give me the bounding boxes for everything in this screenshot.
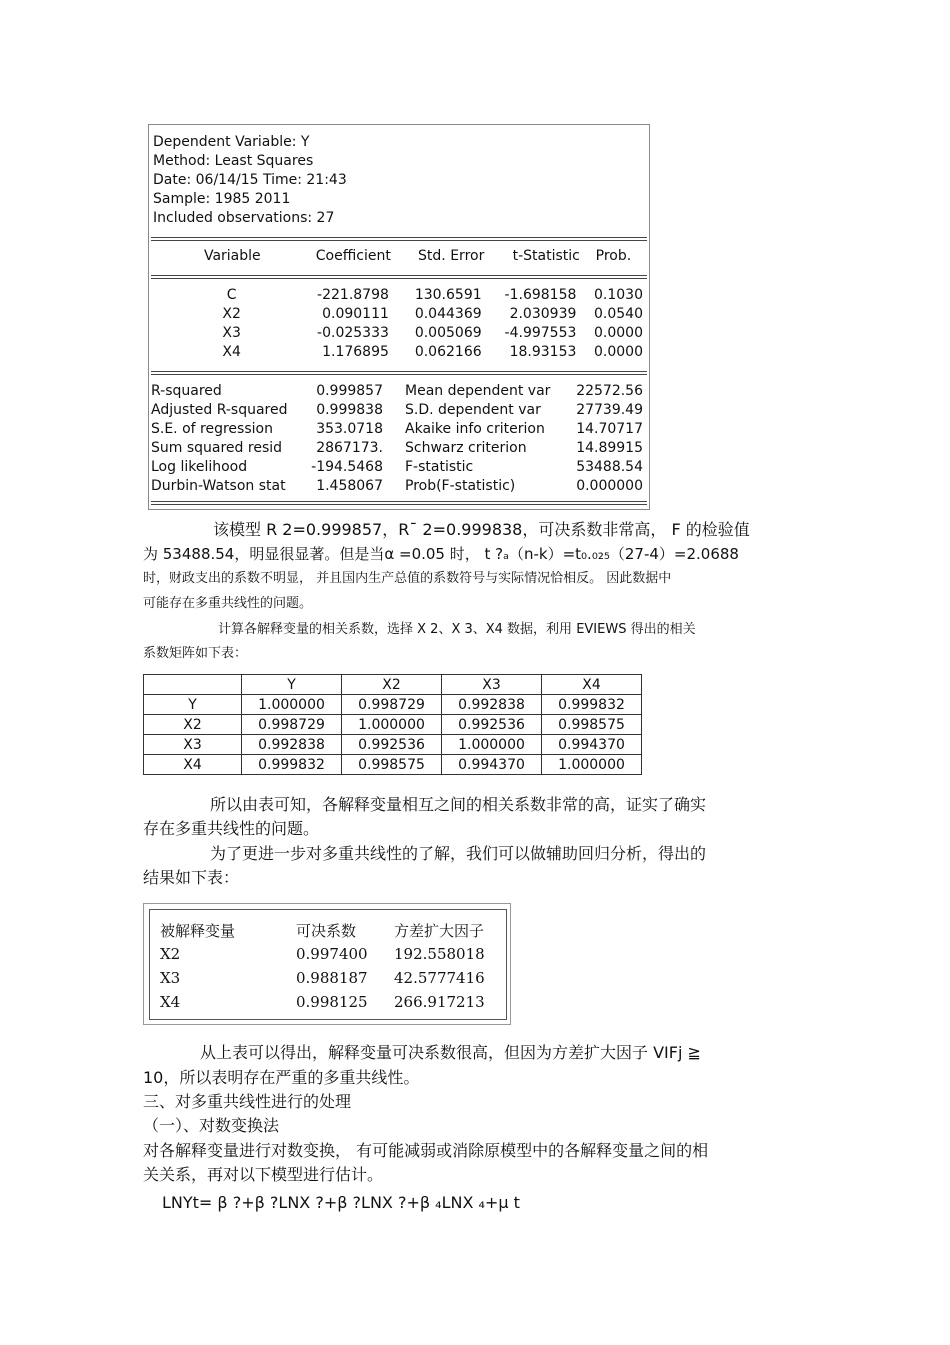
cell: 192.558018: [394, 945, 485, 963]
table-row: [151, 305, 647, 324]
table-row: [151, 286, 647, 305]
cell: 0.992838: [442, 695, 542, 715]
cell: 1.000000: [242, 695, 342, 715]
cell: X4: [222, 344, 241, 360]
col-header: 可决系数: [296, 921, 357, 940]
cell: 1.458067: [316, 478, 383, 494]
cell: 1.176895: [322, 344, 389, 360]
header-line: Method: Least Squares: [153, 153, 314, 169]
row-label: X4: [144, 755, 242, 775]
cell: 14.70717: [576, 421, 643, 437]
coef-header: [151, 247, 647, 266]
col-header: Variable: [203, 248, 261, 264]
col-header: Prob.: [595, 248, 632, 264]
table-row: [144, 755, 642, 775]
cell: 14.89915: [576, 440, 643, 456]
cell: Durbin-Watson stat: [151, 478, 286, 494]
model-formula: LNYt= β ?+β ?LNX ?+β ?LNX ?+β ₄LNX ₄+μ t: [162, 1193, 520, 1212]
cell: -1.698158: [504, 287, 577, 303]
cell: Adjusted R-squared: [151, 402, 288, 418]
cell: 18.93153: [509, 344, 577, 360]
vif-table-border: [149, 909, 507, 1020]
paragraph-line: 系数矩阵如下表：: [143, 646, 248, 661]
table-row: [151, 324, 647, 343]
table-row: [151, 477, 647, 496]
cell: F-statistic: [405, 459, 474, 475]
col-header: X4: [542, 675, 642, 695]
header-line: Sample: 1985 2011: [153, 191, 291, 207]
cell: 0.994370: [442, 755, 542, 775]
paragraph-line: 该模型 R 2=0.999857，R¯ 2=0.999838，可决系数非常高， F 的检验值: [213, 520, 750, 539]
cell: C: [226, 287, 237, 303]
table-row: [144, 735, 642, 755]
table-row: [144, 715, 642, 735]
table-row: [160, 942, 504, 966]
regression-output: [148, 124, 650, 510]
row-label: Y: [144, 695, 242, 715]
cell: -0.025333: [317, 325, 389, 341]
cell: 0.994370: [542, 735, 642, 755]
cell: Akaike info criterion: [405, 421, 545, 437]
cell: X3: [222, 325, 241, 341]
col-header: t-Statistic: [512, 248, 580, 264]
header-line: Date: 06/14/15 Time: 21:43: [153, 172, 347, 188]
col-header: X3: [442, 675, 542, 695]
cell: 0.992838: [242, 735, 342, 755]
cell: 0.005069: [414, 325, 482, 341]
cell: S.E. of regression: [151, 421, 273, 437]
cell: 1.000000: [442, 735, 542, 755]
cell: 42.5777416: [394, 969, 485, 987]
col-header: Coefficient: [315, 248, 391, 264]
cell: 0.999857: [316, 383, 383, 399]
paragraph-line: 可能存在多重共线性的问题。: [143, 596, 313, 611]
cell: 0.998125: [296, 993, 368, 1011]
paragraph-line: 为 53488.54，明显很显著。但是当α =0.05 时， t ?ₐ（n-k）=t₀.₀₂₅（27-4）=2.0688: [143, 545, 739, 563]
cell: 1.000000: [542, 755, 642, 775]
vif-table: [160, 918, 504, 1014]
cell: Schwarz criterion: [405, 440, 527, 456]
cell: 0.997400: [296, 945, 368, 963]
cell: 0.998729: [242, 715, 342, 735]
paragraph-line: 时，财政支出的系数不明显， 并且国内生产总值的系数符号与实际情况恰相反。 因此数据中: [143, 571, 672, 586]
divider: [151, 501, 647, 505]
col-header: Std. Error: [418, 248, 485, 264]
paragraph-line: 存在多重共线性的问题。: [143, 819, 320, 838]
cell: 0.0000: [594, 344, 643, 360]
cell: 0.999832: [242, 755, 342, 775]
cell: X4: [160, 993, 181, 1011]
divider: [151, 275, 647, 279]
cell: 0.998729: [342, 695, 442, 715]
row-label: X2: [144, 715, 242, 735]
cell: -194.5468: [311, 459, 383, 475]
col-header: Y: [242, 675, 342, 695]
cell: 0.998575: [542, 715, 642, 735]
cell: 0.000000: [576, 478, 643, 494]
correlation-table: [143, 674, 642, 775]
divider: [151, 237, 647, 241]
cell: 0.0000: [594, 325, 643, 341]
cell: S.D. dependent var: [405, 402, 541, 418]
coef-table: [151, 286, 647, 362]
cell: -4.997553: [504, 325, 577, 341]
regression-header: [153, 133, 347, 228]
row-label: X3: [144, 735, 242, 755]
cell: Mean dependent var: [405, 383, 551, 399]
col-header: 方差扩大因子: [394, 921, 485, 940]
cell: 27739.49: [576, 402, 643, 418]
cell: Log likelihood: [151, 459, 248, 475]
paragraph-line: 从上表可以得出，解释变量可决系数很高，但因为方差扩大因子 VIFj ≧: [200, 1043, 701, 1062]
cell: 0.992536: [442, 715, 542, 735]
paragraph-line: 10，所以表明存在严重的多重共线性。: [143, 1068, 420, 1087]
cell: R-squared: [151, 383, 222, 399]
header-line: Dependent Variable: Y: [153, 134, 310, 150]
col-header: 被解释变量: [160, 921, 236, 940]
table-header-row: [144, 675, 642, 695]
cell: Prob(F-statistic): [405, 478, 516, 494]
table-row: [160, 990, 504, 1014]
table-row: [151, 439, 647, 458]
cell: -221.8798: [317, 287, 389, 303]
cell: X2: [222, 306, 241, 322]
col-header: [144, 675, 242, 695]
paragraph-line: 为了更进一步对多重共线性的了解，我们可以做辅助回归分析，得出的: [210, 844, 707, 863]
cell: 0.062166: [414, 344, 482, 360]
cell: Sum squared resid: [151, 440, 283, 456]
paragraph-line: 关关系，再对以下模型进行估计。: [143, 1165, 384, 1184]
cell: 0.044369: [414, 306, 482, 322]
cell: 22572.56: [576, 383, 643, 399]
divider: [151, 371, 647, 375]
paragraph-line: 计算各解释变量的相关系数，选择 X 2、X 3、X4 数据，利用 EVIEWS 得出的相关: [218, 622, 696, 637]
table-row: [151, 420, 647, 439]
cell: 266.917213: [394, 993, 485, 1011]
cell: 0.090111: [322, 306, 389, 322]
paragraph-line: 对各解释变量进行对数变换， 有可能减弱或消除原模型中的各解释变量之间的相: [143, 1141, 709, 1160]
paragraph-line: 所以由表可知，各解释变量相互之间的相关系数非常的高，证实了确实: [210, 795, 707, 814]
cell: 0.0540: [594, 306, 643, 322]
paragraph-line: 结果如下表：: [143, 868, 240, 887]
table-row: [151, 343, 647, 362]
table-row: [144, 695, 642, 715]
cell: 2867173.: [316, 440, 383, 456]
cell: 53488.54: [576, 459, 643, 475]
cell: 0.999832: [542, 695, 642, 715]
col-header: X2: [342, 675, 442, 695]
cell: 0.1030: [594, 287, 643, 303]
cell: 0.988187: [296, 969, 368, 987]
table-header-row: [160, 918, 504, 942]
cell: X2: [160, 945, 181, 963]
table-row: [160, 966, 504, 990]
cell: 0.992536: [342, 735, 442, 755]
vif-table-frame: [143, 903, 511, 1025]
cell: X3: [160, 969, 181, 987]
section-heading: 三、对多重共线性进行的处理: [143, 1092, 352, 1111]
header-line: Included observations: 27: [153, 210, 335, 226]
cell: 353.0718: [316, 421, 383, 437]
cell: 2.030939: [509, 306, 577, 322]
table-row: [151, 401, 647, 420]
cell: 0.999838: [316, 402, 383, 418]
section-subheading: （一）、对数变换法: [143, 1116, 280, 1135]
cell: 1.000000: [342, 715, 442, 735]
cell: 0.998575: [342, 755, 442, 775]
table-row: [151, 458, 647, 477]
table-row: [151, 382, 647, 401]
stats-table: [151, 382, 647, 496]
cell: 130.6591: [414, 287, 482, 303]
